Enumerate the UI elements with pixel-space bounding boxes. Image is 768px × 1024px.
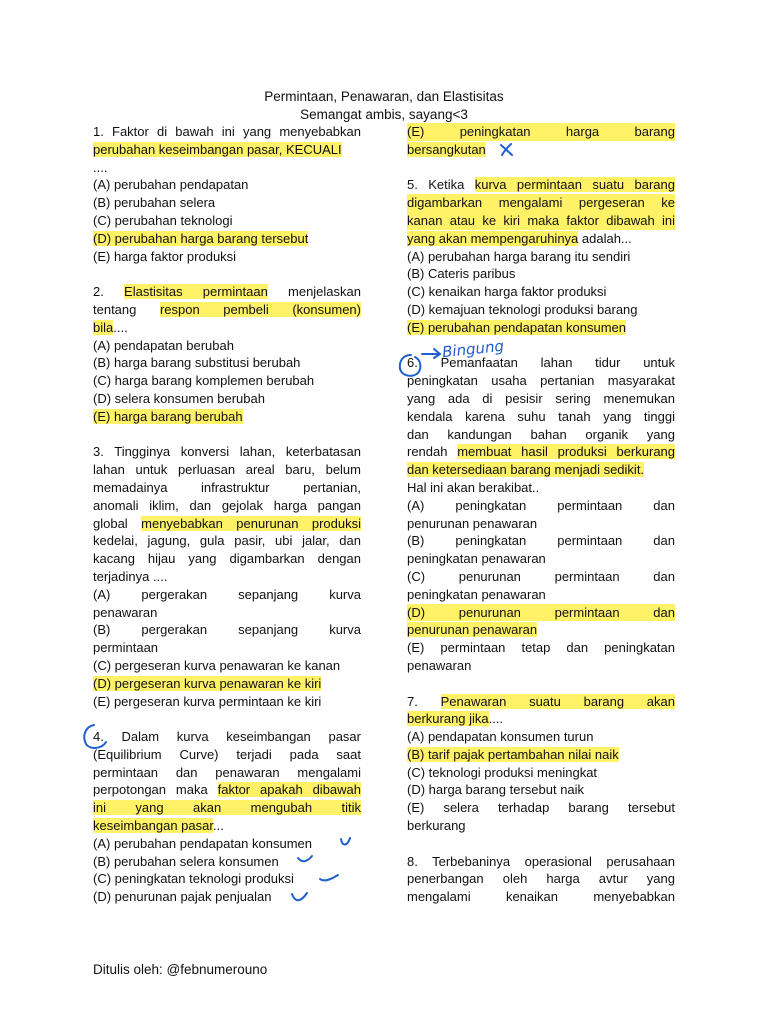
q5-option-d: (D) kemajuan teknologi produksi barang [407, 301, 638, 317]
check-mark-icon [296, 853, 316, 867]
q4-option-e-cont: bersangkutan [407, 141, 486, 157]
q5-option-c: (C) kenaikan harga faktor produksi [407, 284, 607, 300]
q7-option-c: (C) teknologi produksi meningkat [407, 764, 598, 780]
question-4-continued [407, 123, 675, 159]
left-column [93, 123, 361, 906]
q3-option-e: (E) pergeseran kurva permintaan ke kiri [93, 693, 322, 709]
q6-line4: kendala karena suhu tanah yang tinggi [407, 408, 675, 424]
q4-line2: (Equilibrium Curve) terjadi pada saat [93, 746, 361, 762]
q3-line8: terjadinya .... [93, 568, 168, 584]
q2-option-c: (C) harga barang komplemen berubah [93, 373, 315, 389]
q7-line1: 7. Penawaran suatu barang akan [407, 693, 675, 709]
q1-option-c: (C) perubahan teknologi [93, 212, 233, 228]
q4-option-e: (E) peningkatan harga barang [407, 124, 675, 139]
q6-line3: yang ada di pesisir sering menemukan [407, 390, 675, 406]
q6-option-c-cont: peningkatan penawaran [407, 586, 546, 602]
q4-line3: permintaan dan penawaran mengalami [93, 764, 361, 780]
q8-line3: mengalami kenaikan menyebabkan [407, 889, 675, 905]
q3-line4: anomali iklim, dan gejolak harga pangan [93, 497, 361, 513]
q4-option-b: (B) perubahan selera konsumen [93, 853, 279, 869]
q3-option-a: (A) pergerakan sepanjang kurva [93, 586, 361, 602]
question-3 [93, 443, 361, 710]
q3-line1: 3. Tingginya konversi lahan, keterbatasan [93, 444, 361, 460]
q1-option-b: (B) perubahan selera [93, 195, 216, 211]
q3-line7: kacang hijau yang digambarkan dengan [93, 551, 361, 567]
q2-option-d: (D) selera konsumen berubah [93, 390, 265, 406]
q1-option-e: (E) harga faktor produksi [93, 248, 237, 264]
q6-option-e-cont: penawaran [407, 657, 472, 673]
q3-option-d: (D) pergeseran kurva penawaran ke kiri [93, 675, 322, 691]
q8-line1: 8. Terbebaninya operasional perusahaan [407, 853, 675, 869]
q5-option-b: (B) Cateris paribus [407, 266, 516, 282]
q4-option-a: (A) perubahan pendapatan konsumen [93, 835, 312, 851]
q7-option-a: (A) pendapatan konsumen turun [407, 729, 594, 745]
check-mark-icon [290, 890, 310, 906]
q1-option-d: (D) perubahan harga barang tersebut [93, 230, 309, 246]
q6-option-b: (B) peningkatan permintaan dan [407, 533, 675, 549]
q1-text: 1. Faktor di bawah ini yang menyebabkan [93, 124, 361, 139]
arrow-icon [420, 346, 444, 360]
q6-line2: peningkatan usaha pertanian masyarakat [407, 373, 675, 389]
q2-option-e: (E) harga barang berubah [93, 408, 243, 424]
q7-option-e-cont: berkurang [407, 818, 466, 834]
q3-option-a-cont: penawaran [93, 604, 158, 620]
q3-option-b: (B) pergerakan sepanjang kurva [93, 622, 361, 638]
q4-option-d: (D) penurunan pajak penjualan [93, 889, 272, 905]
q6-line8: Hal ini akan berakibat.. [407, 479, 540, 495]
q3-option-b-cont: permintaan [93, 640, 159, 656]
q6-option-b-cont: peningkatan penawaran [407, 551, 546, 567]
question-8 [407, 853, 675, 906]
q6-option-a: (A) peningkatan permintaan dan [407, 497, 675, 513]
q2-line1: 2. Elastisitas permintaan menjelaskan [93, 284, 361, 300]
question-1 [93, 123, 361, 265]
q4-option-c: (C) peningkatan teknologi produksi [93, 871, 294, 887]
q3-option-c: (C) pergeseran kurva penawaran ke kanan [93, 657, 341, 673]
right-column [407, 123, 675, 906]
q2-option-b: (B) harga barang substitusi berubah [93, 355, 301, 371]
question-7 [407, 693, 675, 835]
q3-line5: global menyebabkan penurunan produksi [93, 515, 361, 531]
q8-line2: penerbangan oleh harga avtur yang [407, 871, 675, 887]
q4-line5: ini yang akan mengubah titik [93, 800, 361, 816]
check-mark-icon [318, 871, 342, 885]
q5-line4: yang akan mempengaruhinya adalah... [407, 230, 632, 246]
author-credit: Ditulis oleh: @febnumerouno [93, 962, 268, 977]
q2-option-a: (A) pendapatan berubah [93, 337, 234, 353]
q5-option-e: (E) perubahan pendapatan konsumen [407, 319, 626, 335]
question-5 [407, 176, 675, 336]
page-subtitle: Semangat ambis, sayang<3 [300, 107, 468, 122]
question-2 [93, 283, 361, 425]
q6-option-a-cont: penurunan penawaran [407, 515, 538, 531]
q2-line2: tentang respon pembeli (konsumen) [93, 301, 361, 317]
q1-option-a: (A) perubahan pendapatan [93, 177, 249, 193]
q7-option-b: (B) tarif pajak pertambahan nilai naik [407, 746, 619, 762]
q6-option-c: (C) penurunan permintaan dan [407, 568, 675, 584]
q7-option-e: (E) selera terhadap barang tersebut [407, 800, 675, 816]
q6-option-d: (D) penurunan permintaan dan [407, 604, 675, 620]
q5-line1: 5. Ketika kurva permintaan suatu barang [407, 177, 675, 193]
q7-option-d: (D) harga barang tersebut naik [407, 782, 585, 798]
cross-mark-icon [498, 141, 516, 159]
q6-line1: 6. Pemanfaatan lahan tidur untuk [407, 355, 675, 371]
q3-line6: kedelai, jagung, gula pasir, ubi jalar, dan [93, 533, 361, 549]
q5-option-a: (A) perubahan harga barang itu sendiri [407, 248, 631, 264]
q5-line2: digambarkan mengalami pergeseran ke [407, 195, 675, 211]
q1-ellipsis: .... [93, 159, 108, 175]
q4-line1: 4. Dalam kurva keseimbangan pasar [93, 729, 361, 745]
q2-line3: bila.... [93, 319, 128, 335]
q4-line4: perpotongan maka faktor apakah dibawah [93, 782, 361, 798]
q5-line3: kanan atau ke kiri maka faktor dibawah ini [407, 212, 675, 228]
q3-line3: memadainya infrastruktur pertanian, [93, 479, 361, 495]
q6-option-d-cont: penurunan penawaran [407, 622, 538, 638]
q3-line2: lahan untuk perluasan areal baru, belum [93, 462, 361, 478]
q6-line6: rendah membuat hasil produksi berkurang [407, 444, 676, 460]
q6-line5: dan kandungan bahan organik yang [407, 426, 675, 442]
q6-line7: dan ketersediaan barang menjadi sedikit. [407, 462, 645, 478]
circle-mark-icon [80, 722, 112, 752]
q4-line6: keseimbangan pasar... [93, 818, 224, 834]
q6-option-e: (E) permintaan tetap dan peningkatan [407, 640, 675, 656]
q1-highlight: perubahan keseimbangan pasar, KECUALI [93, 141, 342, 157]
check-mark-icon [338, 836, 354, 850]
q7-line2: berkurang jika.... [407, 711, 504, 727]
question-6 [407, 354, 675, 674]
handwritten-note: Bingung [441, 336, 505, 362]
page-title: Permintaan, Penawaran, dan Elastisitas [264, 89, 504, 104]
